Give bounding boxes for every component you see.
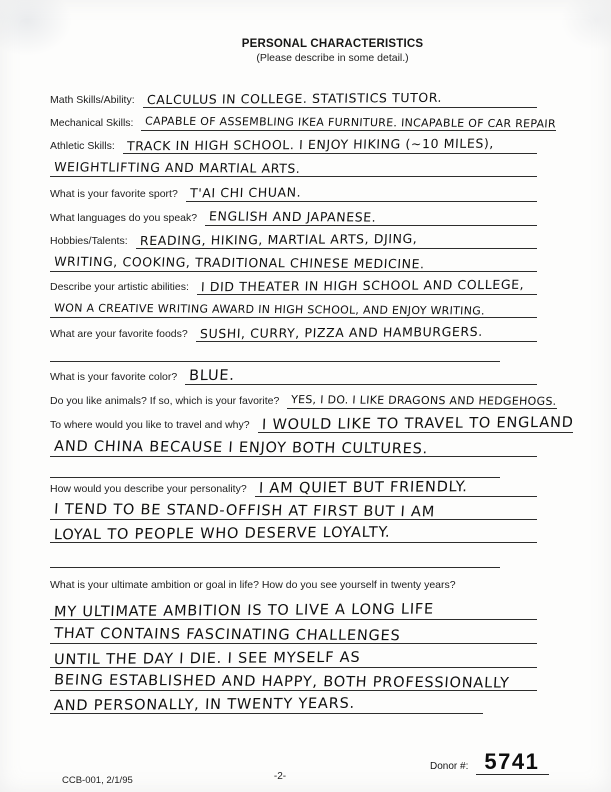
field-label: What languages do you speak? <box>50 212 198 224</box>
field-row-ambition-ans4 <box>50 668 595 691</box>
donor-number-label: Donor #: <box>430 761 469 772</box>
form-title: PERSONAL CHARACTERISTICS <box>241 38 424 50</box>
handwritten-answer: TRACK IN HIGH SCHOOL. I ENJOY HIKING (~10 MILES), <box>126 135 495 154</box>
answer-line <box>50 503 537 520</box>
field-label: What is your favorite color? <box>50 371 178 383</box>
blank-ruled-line <box>50 457 595 478</box>
handwritten-answer: WEIGHTLIFTING AND MARTIAL ARTS. <box>53 159 301 176</box>
handwritten-answer: I TEND TO BE STAND-OFFISH AT FIRST BUT I AM <box>53 501 436 521</box>
field-row-math-skills <box>50 85 595 108</box>
form-body <box>50 85 595 714</box>
field-row-athletic-skills <box>50 131 595 154</box>
handwritten-answer: WON A CREATIVE WRITING AWARD IN HIGH SCHOOL, AND ENJOY WRITING. <box>53 301 486 318</box>
answer-line-empty <box>50 361 500 362</box>
field-row-ambition-ans3 <box>50 644 595 668</box>
handwritten-answer: AND PERSONALLY, IN TWENTY YEARS. <box>53 695 356 715</box>
answer-line <box>50 255 537 272</box>
answer-line <box>50 697 483 714</box>
handwritten-answer: READING, HIKING, MARTIAL ARTS, DJING, <box>139 230 418 249</box>
handwritten-answer: AND CHINA BECAUSE I ENJOY BOTH CULTURES. <box>53 438 429 458</box>
handwritten-answer: THAT CONTAINS FASCINATING CHALLENGES <box>53 625 401 645</box>
field-row-foods <box>50 318 595 342</box>
form-header <box>60 38 605 64</box>
answer-line <box>258 416 574 433</box>
handwritten-answer: SUSHI, CURRY, PIZZA AND HAMBURGERS. <box>199 323 483 342</box>
field-row-ambition-ans5 <box>50 691 595 714</box>
answer-line <box>50 301 537 318</box>
donor-number-value: 5741 <box>476 751 549 775</box>
handwritten-answer: WRITING, COOKING, TRADITIONAL CHINESE MEDICINE. <box>53 253 426 272</box>
form-code: CCB-001, 2/1/95 <box>62 775 133 786</box>
field-label: How would you describe your personality? <box>50 483 247 495</box>
answer-line <box>143 91 537 108</box>
handwritten-answer: LOYAL TO PEOPLE WHO DESERVE LOYALTY. <box>53 524 391 544</box>
field-row-athletic-skills-cont <box>50 154 595 177</box>
field-row-favorite-color <box>50 362 595 385</box>
field-row-ambition-ans2 <box>50 620 595 644</box>
field-label: Hobbies/Talents: <box>50 235 128 247</box>
answer-line <box>50 627 537 644</box>
answer-line <box>196 325 537 342</box>
answer-line <box>50 603 537 620</box>
answer-line <box>205 209 537 226</box>
handwritten-answer: MY ULTIMATE AMBITION IS TO LIVE A LONG LIFE <box>53 601 435 621</box>
handwritten-answer: BEING ESTABLISHED AND HAPPY, BOTH PROFESSIONALLY <box>53 672 511 692</box>
donor-number-block <box>430 751 549 775</box>
field-label: Math Skills/Ability: <box>50 94 135 106</box>
answer-line <box>255 480 537 497</box>
page-number: -2- <box>273 771 287 782</box>
answer-line <box>50 160 537 177</box>
field-label: Athletic Skills: <box>50 140 115 152</box>
field-row-personality <box>50 478 595 497</box>
answer-line <box>141 114 556 131</box>
field-row-ambition-ans1 <box>50 593 595 620</box>
answer-line <box>186 185 537 202</box>
field-row-travel-cont <box>50 433 595 457</box>
answer-line <box>50 526 537 543</box>
field-label: Do you like animals? If so, which is your favorite? <box>50 395 280 407</box>
handwritten-answer: CAPABLE OF ASSEMBLING IKEA FURNITURE. INCAPABLE OF CAR REPAIR <box>145 114 557 131</box>
answer-line-empty <box>50 477 500 478</box>
field-label: What are your favorite foods? <box>50 328 188 340</box>
field-label: To where would you like to travel and why? <box>50 419 250 431</box>
field-label: What is your favorite sport? <box>50 188 178 200</box>
handwritten-answer: CALCULUS IN COLLEGE. STATISTICS TUTOR. <box>146 89 443 108</box>
answer-line <box>136 232 537 249</box>
answer-line <box>50 674 537 691</box>
handwritten-answer: I AM QUIET BUT FRIENDLY. <box>258 479 468 497</box>
field-row-personality-cont2 <box>50 520 595 543</box>
handwritten-answer: I WOULD LIKE TO TRAVEL TO ENGLAND <box>261 414 574 434</box>
handwritten-answer: T'AI CHI CHUAN. <box>189 184 302 201</box>
field-row-favorite-sport <box>50 177 595 202</box>
field-label: Mechanical Skills: <box>50 117 134 129</box>
blank-ruled-line <box>50 342 595 362</box>
answer-line <box>287 392 557 409</box>
field-row-hobbies <box>50 226 595 249</box>
field-row-artistic-cont <box>50 295 595 318</box>
answer-line <box>185 368 537 385</box>
field-row-travel <box>50 409 595 433</box>
field-row-languages <box>50 202 595 226</box>
field-row-artistic <box>50 272 595 295</box>
field-row-hobbies-cont <box>50 249 595 272</box>
field-row-ambition-question <box>50 568 595 593</box>
handwritten-answer: YES, I DO. I LIKE DRAGONS AND HEDGEHOGS. <box>291 393 558 408</box>
handwritten-answer: BLUE. <box>188 367 236 385</box>
field-row-personality-cont <box>50 497 595 520</box>
field-label: What is your ultimate ambition or goal in life? How do you see yourself in twenty years? <box>50 579 456 591</box>
handwritten-answer: UNTIL THE DAY I DIE. I SEE MYSELF AS <box>53 649 361 669</box>
answer-line <box>197 278 537 295</box>
field-label: Describe your artistic abilities: <box>50 281 189 293</box>
answer-line-empty <box>50 567 500 568</box>
blank-ruled-line <box>50 543 595 568</box>
answer-line <box>50 440 537 457</box>
handwritten-answer: ENGLISH AND JAPANESE. <box>208 208 377 225</box>
answer-line <box>50 651 537 668</box>
form-subtitle: (Please describe in some detail.) <box>256 52 409 64</box>
field-row-mechanical-skills <box>50 108 595 131</box>
answer-line <box>123 137 537 154</box>
field-row-animals <box>50 385 595 409</box>
handwritten-answer: I DID THEATER IN HIGH SCHOOL AND COLLEGE, <box>200 276 525 295</box>
